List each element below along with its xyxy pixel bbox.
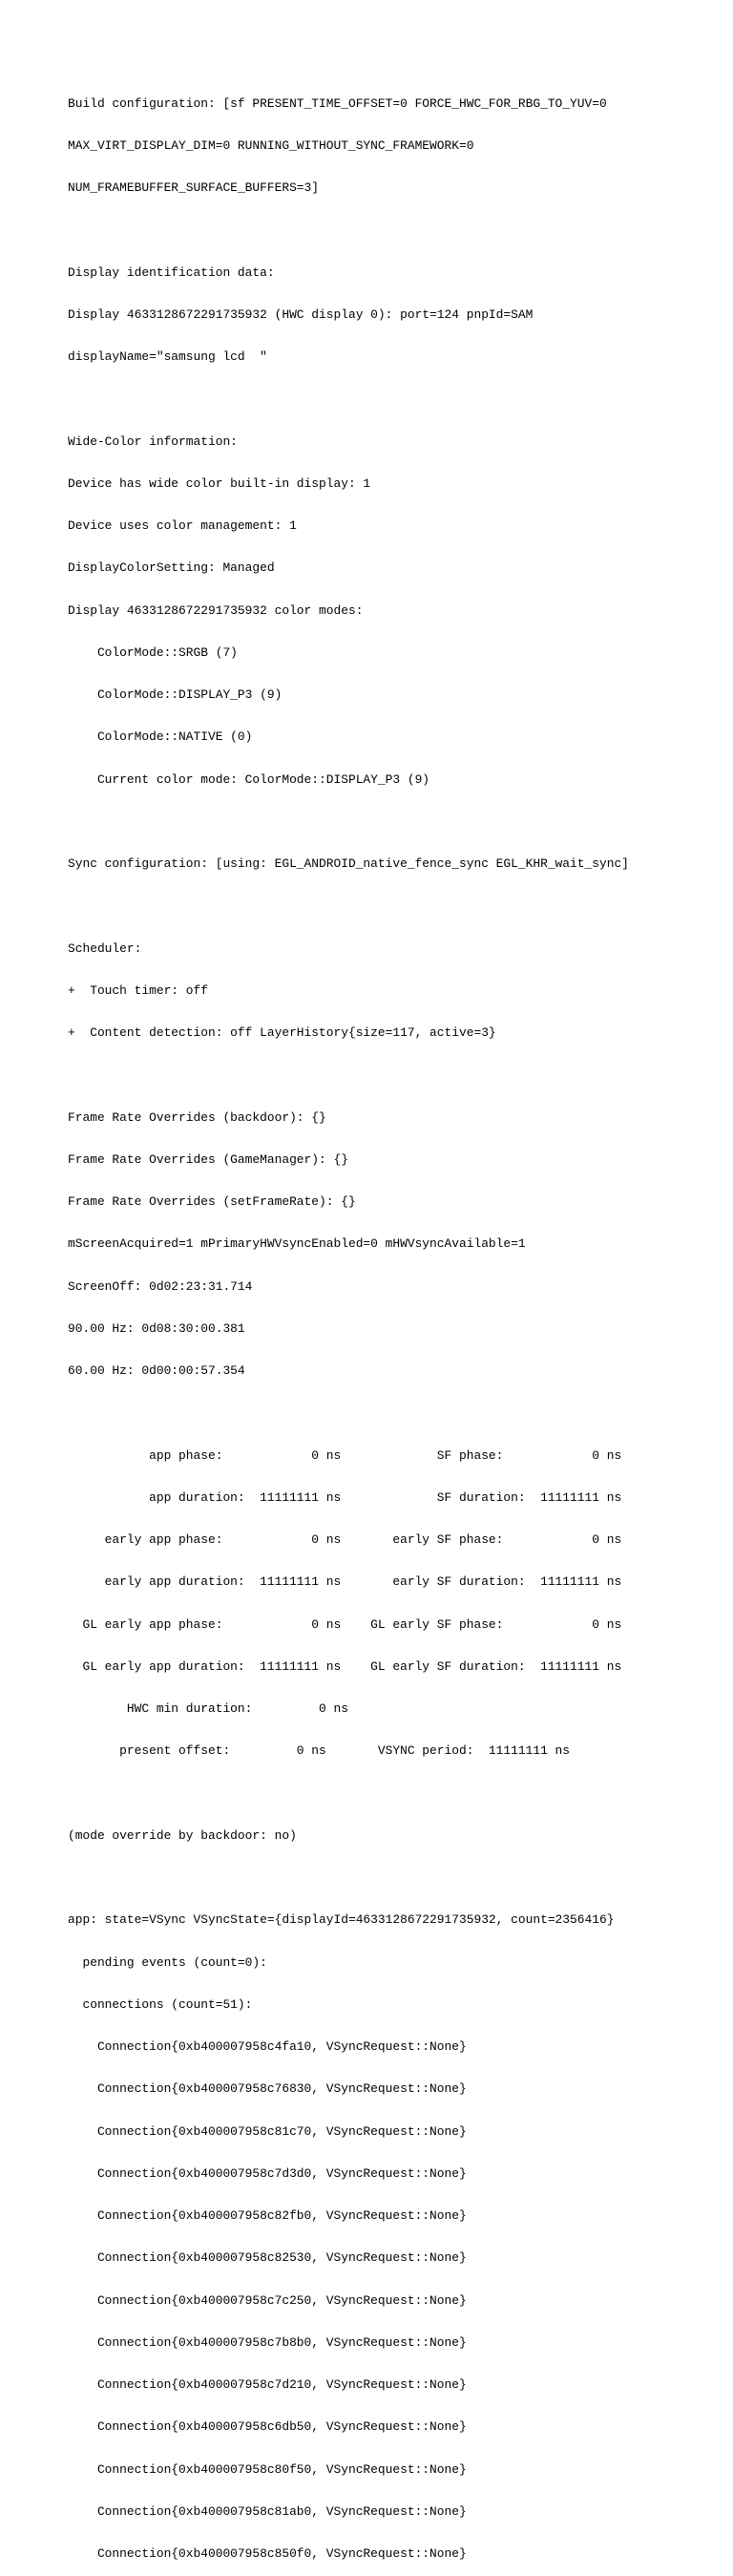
text-line: (mode override by backdoor: no) [68,1827,297,1843]
text-line: displayName="samsung lcd " [68,349,267,364]
blank-line [68,1871,726,1886]
text-line: Display identification data: [68,264,275,280]
text-line: connections (count=51): [68,1996,253,2012]
text-line: Device has wide color built-in display: 1 [68,475,371,491]
dumpsys-text-document [68,69,726,2576]
text-line: Connection{0xb400007958c6db50, VSyncRequest::None} [68,2419,467,2435]
text-line: MAX_VIRT_DISPLAY_DIM=0 RUNNING_WITHOUT_SYNC_FRAMEWORK=0 [68,137,474,153]
text-line: Frame Rate Overrides (setFrameRate): {} [68,1194,356,1209]
text-line: DisplayColorSetting: Managed [68,560,275,576]
text-line: Display 4633128672291735932 color modes: [68,602,364,618]
text-line: app duration: 11111111 ns SF duration: 11111111 ns [68,1489,622,1505]
text-line: Wide-Color information: [68,433,238,449]
text-line: early app phase: 0 ns early SF phase: 0 ns [68,1532,622,1547]
text-line: ColorMode::DISPLAY_P3 (9) [68,687,283,702]
text-line: + Content detection: off LayerHistory{size=117, active=3} [68,1025,496,1040]
text-line: Connection{0xb400007958c7c250, VSyncRequest::None} [68,2292,467,2308]
text-line: Current color mode: ColorMode::DISPLAY_P3 (9) [68,771,430,787]
text-line: present offset: 0 ns VSYNC period: 11111111 ns [68,1743,571,1759]
text-line: early app duration: 11111111 ns early SF duration: 11111111 ns [68,1574,622,1590]
text-line: Connection{0xb400007958c80f50, VSyncRequest::None} [68,2461,467,2477]
text-line: NUM_FRAMEBUFFER_SURFACE_BUFFERS=3] [68,180,320,195]
text-line: app: state=VSync VSyncState={displayId=4633128672291735932, count=2356416} [68,1912,615,1928]
text-line: Connection{0xb400007958c82fb0, VSyncRequest::None} [68,2208,467,2223]
text-line: pending events (count=0): [68,1954,267,1970]
blank-line [68,815,726,830]
text-line: ScreenOff: 0d02:23:31.714 [68,1278,253,1294]
blank-line [68,899,726,914]
text-line: Sync configuration: [using: EGL_ANDROID_native_fence_sync EGL_KHR_wait_sync] [68,856,629,871]
blank-line [68,392,726,407]
text-line: HWC min duration: 0 ns [68,1701,348,1716]
text-line: Display 4633128672291735932 (HWC display 0): port=124 pnpId=SAM [68,306,534,322]
text-line: Frame Rate Overrides (backdoor): {} [68,1109,326,1125]
text-line: Connection{0xb400007958c81c70, VSyncRequest::None} [68,2123,467,2139]
text-line: + Touch timer: off [68,982,208,998]
text-line: ColorMode::NATIVE (0) [68,729,253,745]
text-line: Connection{0xb400007958c7b8b0, VSyncRequest::None} [68,2334,467,2350]
text-line: Connection{0xb400007958c7d3d0, VSyncRequest::None} [68,2165,467,2181]
text-line: Connection{0xb400007958c7d210, VSyncRequest::None} [68,2377,467,2392]
text-line: Device uses color management: 1 [68,518,297,533]
text-line: 60.00 Hz: 0d00:00:57.354 [68,1363,245,1378]
text-line: 90.00 Hz: 0d08:30:00.381 [68,1320,245,1336]
text-line: Connection{0xb400007958c81ab0, VSyncRequest::None} [68,2503,467,2519]
text-line: Frame Rate Overrides (GameManager): {} [68,1151,348,1167]
text-line: ColorMode::SRGB (7) [68,644,238,660]
blank-line [68,1068,726,1083]
text-line: Connection{0xb400007958c850f0, VSyncRequest::None} [68,2546,467,2561]
text-line: GL early app phase: 0 ns GL early SF phase: 0 ns [68,1616,622,1632]
text-line: app phase: 0 ns SF phase: 0 ns [68,1447,622,1463]
text-line: mScreenAcquired=1 mPrimaryHWVsyncEnabled=0 mHWVsyncAvailable=1 [68,1236,526,1252]
text-line: Connection{0xb400007958c76830, VSyncRequest::None} [68,2081,467,2097]
blank-line [68,1406,726,1421]
text-line: GL early app duration: 11111111 ns GL early SF duration: 11111111 ns [68,1658,622,1674]
text-line: Scheduler: [68,940,142,956]
blank-line [68,1787,726,1802]
text-line: Build configuration: [sf PRESENT_TIME_OFFSET=0 FORCE_HWC_FOR_RBG_TO_YUV=0 [68,95,607,111]
text-line: Connection{0xb400007958c82530, VSyncRequest::None} [68,2250,467,2266]
text-line: Connection{0xb400007958c4fa10, VSyncRequest::None} [68,2039,467,2054]
blank-line [68,223,726,238]
